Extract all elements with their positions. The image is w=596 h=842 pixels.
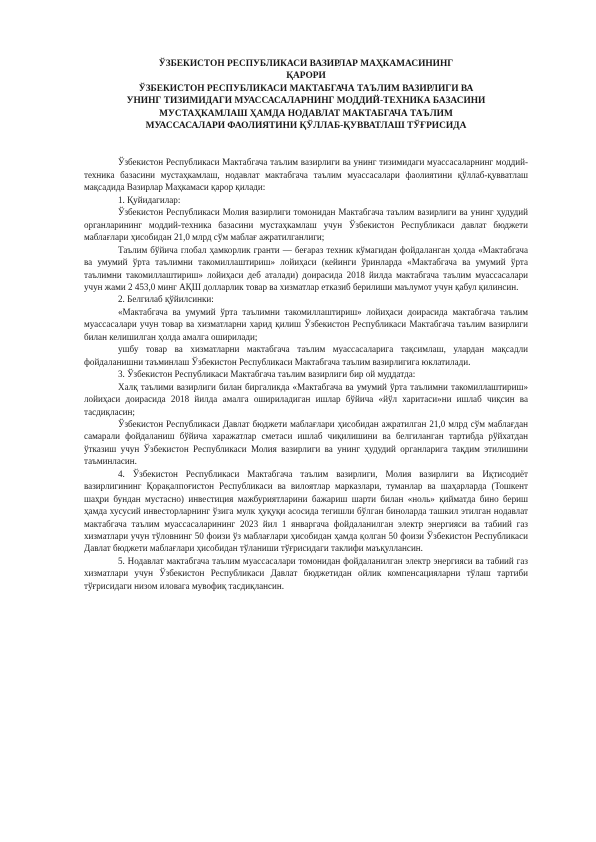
paragraph: Халқ таълими вазирлиги билан биргаликда «Мактабгача ва умумий ўрта таълимни такомиллаштириш» лойиҳаси доирасида 2018 йилда амалга ошириладиган ишлар бўйича «йўл харитаси»ни ишлаб чиқсин ва тасдиқласин; [84, 381, 528, 417]
title-line: МУАССАСАЛАРИ ФАОЛИЯТИНИ ҚЎЛЛАБ-ҚУВВАТЛАШ ТЎҒРИСИДА [145, 121, 467, 132]
title-line: ҚАРОРИ [286, 71, 326, 82]
paragraph: «Мактабгача ва умумий ўрта таълимни такомиллаштириш» лойиҳаси доирасида мактабгача таълим муассасалари учун товар ва хизматларни харид қилиш Ўзбекистон Республикаси Мактабгача таълим вазирлиги билан келишилган ҳолда амалга оширилади; [84, 306, 528, 342]
title-line: МУСТАҲКАМЛАШ ҲАМДА НОДАВЛАТ МАКТАБГАЧА ТАЪЛИМ [159, 108, 453, 119]
paragraph: Таълим бўйича глобал ҳамкорлик гранти — беғараз техник кўмагидан фойдаланган ҳолда «Мактабгача ва умумий ўрта таълимни такомиллаштириш» лойиҳаси (кейинги ўринларда «Мактабгача ва умумий ўрта таълимни такомиллаштириш» лойиҳаси деб аталади) доирасида 2018 йилда мактабгача таълим муассасалари учун жами 2 453,0 минг АҚШ долларлик товар ва хизматлар етказиб берилиши маълумот учун қабул қилинсин. [84, 244, 528, 292]
paragraph-preamble: Ўзбекистон Республикаси Мактабгача таълим вазирлиги ва унинг тизимидаги муассасаларнинг моддий-техника базасини мустаҳкамлаш, нодавлат мактабгача таълим муассасалари фаолиятини қўллаб-қувватлаш мақсадида Вазирлар Маҳкамаси қарор қилади: [84, 157, 528, 193]
paragraph: ушбу товар ва хизматларни мактабгача таълим муассасаларига тақсимлаш, улардан мақсадли фойдаланишни таъминлаш Ўзбекистон Республикаси Мактабгача таълим вазирлигига юклатилади. [84, 344, 528, 367]
paragraph: Ўзбекистон Республикаси Давлат бюджети маблағлари ҳисобидан ажратилган 21,0 млрд сўм маблағдан самарали фойдаланиш бўйича харажатлар сметаси ишлаб чиқилишини ва белгиланган тартибда рўйхатдан ўтказиш учун Ўзбекистон Республикаси Молия вазирлиги ва унинг ҳудудий органларига тақдим этилишини таъминласин. [84, 418, 528, 467]
paragraph-item-4: 4. Ўзбекистон Республикаси Мактабгача таълим вазирлиги, Молия вазирлиги ва Иқтисодиёт вазирлигининг Қорақалпоғистон Республикаси ва вилоятлар марказлари, туманлар ва шаҳарларда (Тошкент шаҳри бундан мустасно) инвестиция мажбуриятларини бажариш шарти билан «ноль» қийматда бино бериш ҳамда хусусий инвесторларнинг ўзига мулк ҳуқуқи асосида тегишли бўлган биноларда ташкил этилган нодавлат мактабгача таълим муассасаларининг 2023 йил 1 январгача фойдаланилган электр энергияси ва табиий газ хизматлари учун тўловнинг 50 фоизи ўз маблағлари ҳисобидан ҳамда қолган 50 фоизи Ўзбекистон Республикаси Давлат бюджети маблағлари ҳисобидан тўланиши тўғрисидаги таклифи маъқуллансин. [84, 468, 528, 554]
paragraph-item-1-heading: 1. Қуйидагилар: [118, 194, 181, 205]
document-page [84, 58, 528, 592]
paragraph-item-5: 5. Нодавлат мактабгача таълим муассасалари томонидан фойдаланилган электр энергияси ва табиий газ хизматлари учун Ўзбекистон Республикаси Давлат бюджетидан ойлик компенсацияларни тўлаш тартиби тўғрисидаги низом иловага мувофиқ тасдиқлансин. [84, 555, 528, 591]
document-body [84, 156, 528, 592]
document-title [84, 58, 528, 132]
title-line: УНИНГ ТИЗИМИДАГИ МУАССАСАЛАРНИНГ МОДДИЙ-ТЕХНИКА БАЗАСИНИ [126, 96, 486, 107]
paragraph: Ўзбекистон Республикаси Молия вазирлиги томонидан Мактабгача таълим вазирлиги ва унинг ҳудудий органларининг моддий-техника базасини мустаҳкамлаш учун Ўзбекистон Республикаси давлат бюджети маблағлари ҳисобидан 21,0 млрд сўм маблағ ажратилганлиги; [84, 207, 528, 243]
title-line: ЎЗБЕКИСТОН РЕСПУБЛИКАСИ ВАЗИРЛАР МАҲКАМАСИНИНГ [158, 59, 454, 69]
paragraph-item-3-heading: 3. Ўзбекистон Республикаси Мактабгача таълим вазирлиги бир ой муддатда: [118, 369, 416, 380]
title-line: ЎЗБЕКИСТОН РЕСПУБЛИКАСИ МАКТАБГАЧА ТАЪЛИМ ВАЗИРЛИГИ ВА [138, 83, 474, 94]
paragraph-item-2-heading: 2. Белгилаб қўйилсинки: [118, 294, 214, 305]
